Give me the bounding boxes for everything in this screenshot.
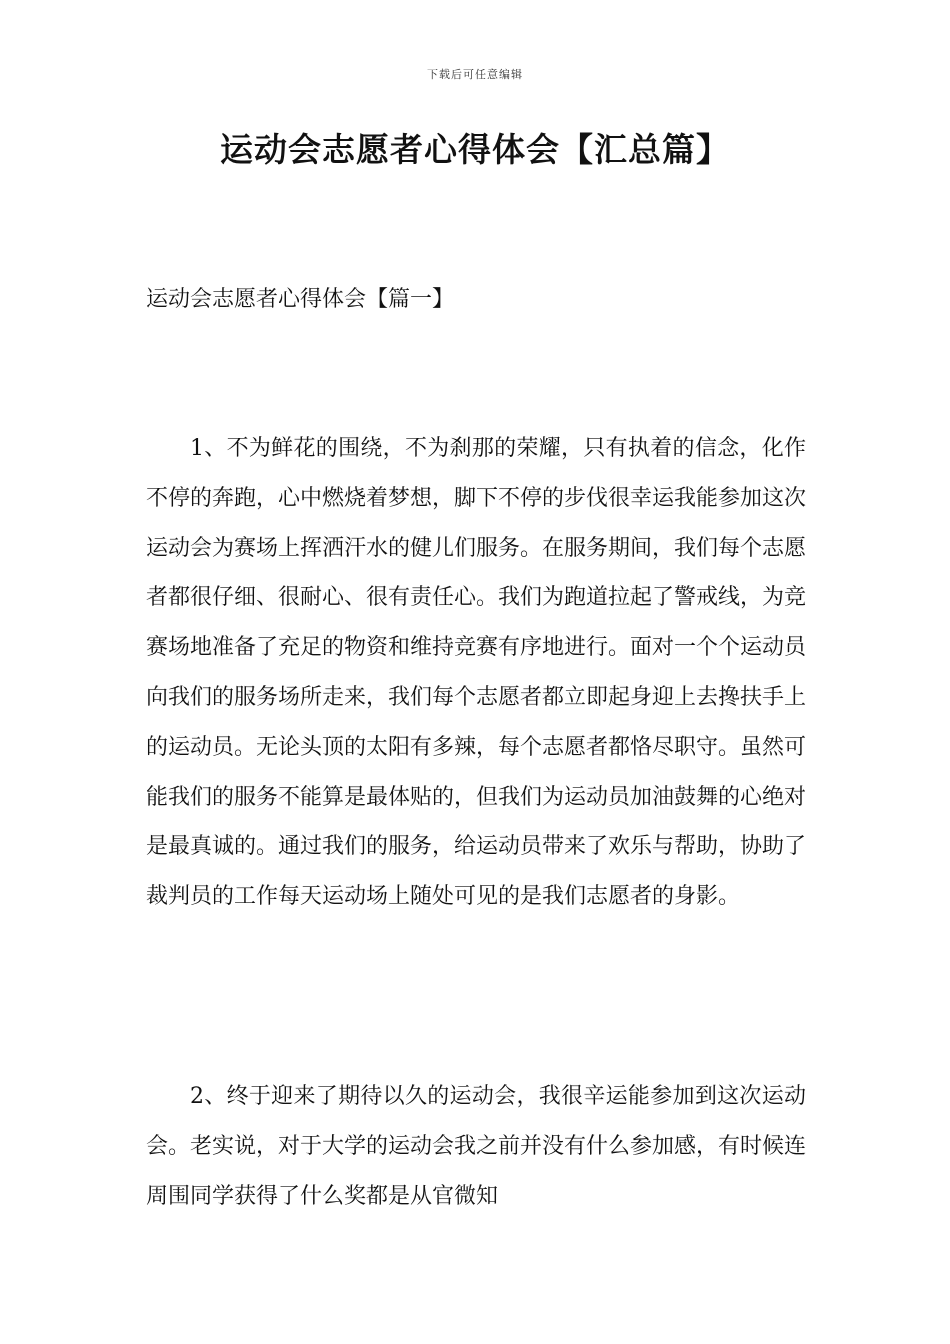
body-paragraph-2: 2、终于迎来了期待以久的运动会，我很辛运能参加到这次运动会。老实说，对于大学的运动会我之前并没有什么参加感，有时候连周围同学获得了什么奖都是从官微知: [146, 1084, 807, 1209]
body-paragraph-1: 1、不为鲜花的围绕，不为刹那的荣耀，只有执着的信念，化作不停的奔跑，心中燃烧着梦想，脚下不停的步伐很幸运我能参加这次运动会为赛场上挥洒汗水的健儿们服务。在服务期间，我们每个志愿者都很仔细、很耐心、很有责任心。我们为跑道拉起了警戒线，为竞赛场地准备了充足的物资和维持竞赛有序地进行。面对一个个运动员向我们的服务场所走来，我们每个志愿者都立即起身迎上去搀扶手上的运动员。无论头顶的太阳有多辣，每个志愿者都恪尽职守。虽然可能我们的服务不能算是最体贴的，但我们为运动员加油鼓舞的心绝对是最真诚的。通过我们的服务，给运动员带来了欢乐与帮助，协助了裁判员的工作每天运动场上随处可见的是我们志愿者的身影。: [146, 436, 807, 910]
page-header-note: 下载后可任意编辑: [427, 68, 523, 81]
section-heading: 运动会志愿者心得体会【篇一】: [146, 287, 455, 312]
document-title: 运动会志愿者心得体会【汇总篇】: [220, 130, 730, 169]
